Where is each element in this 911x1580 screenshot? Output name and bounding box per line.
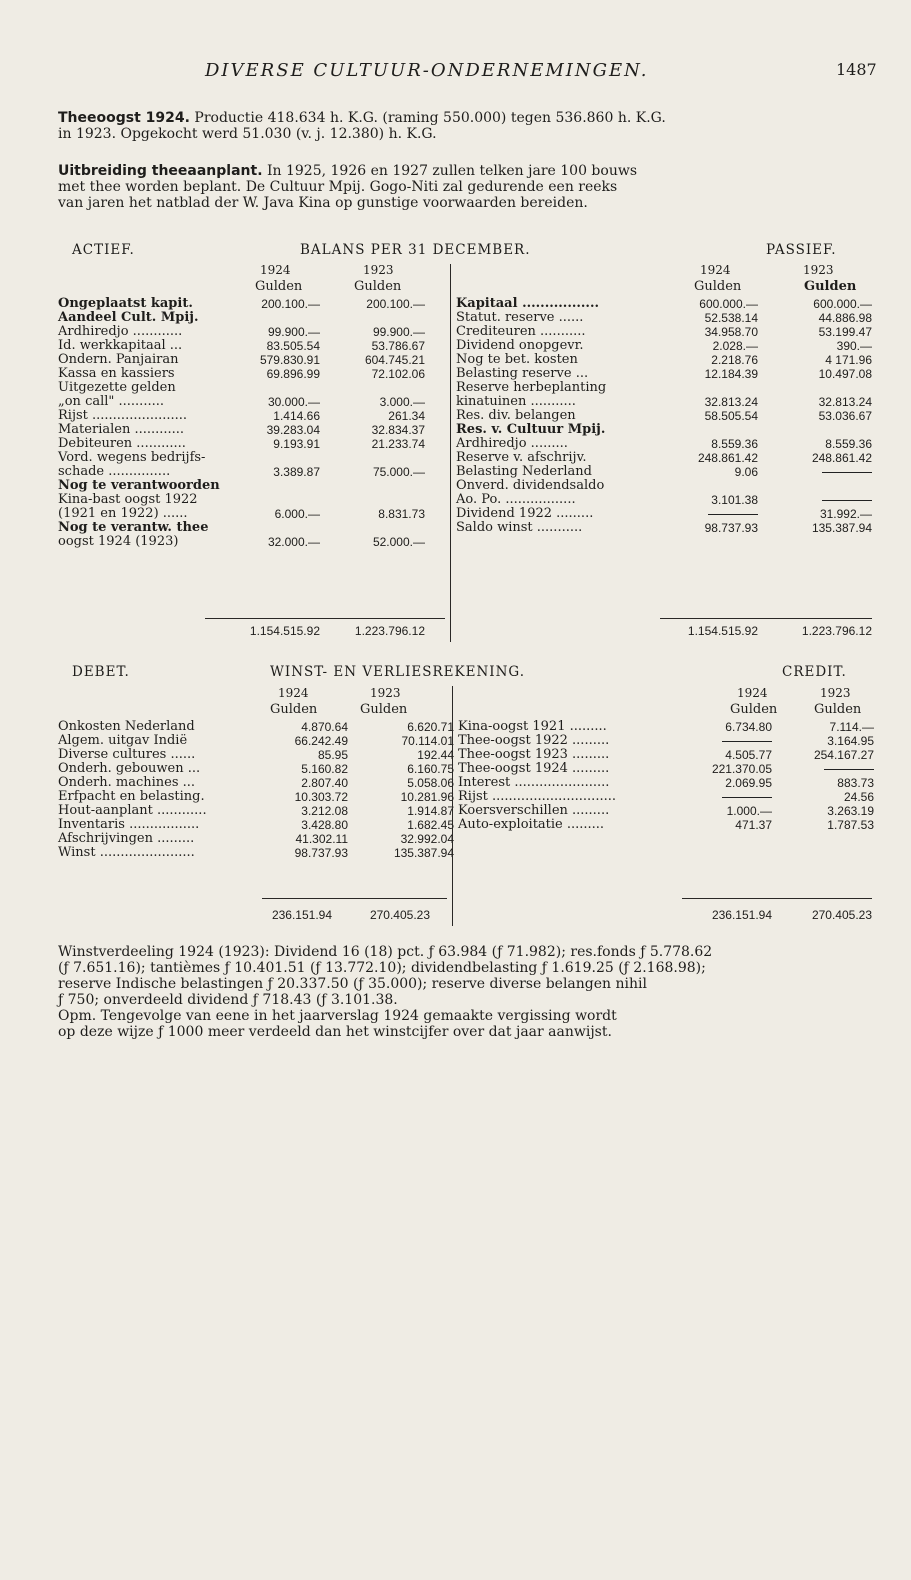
value-1923: 70.114.01: [401, 734, 454, 748]
dash-value: [656, 507, 758, 521]
value-1923: 135.387.94: [811, 521, 872, 535]
table-row: [58, 790, 454, 804]
actief-title: ACTIEF.: [72, 242, 135, 258]
row-label: Nog te verantwoorden: [58, 478, 220, 493]
value-1923: 99.900.—: [372, 325, 425, 339]
value-1924: 600.000.—: [699, 297, 758, 311]
value-1924: 66.242.49: [294, 734, 348, 748]
table-row: [458, 804, 874, 818]
value-1924: 3.101.38: [711, 493, 758, 507]
row-label: Nog te bet. kosten: [456, 352, 578, 367]
pl-center-rule: [452, 686, 453, 926]
row-label: oogst 1924 (1923): [58, 534, 179, 549]
balance-right-total-rule: [660, 618, 872, 619]
table-row: [456, 395, 872, 409]
row-label: Kapitaal .................: [456, 296, 600, 311]
debit-table: [58, 720, 454, 860]
dash-value: [678, 734, 772, 748]
table-row: [456, 353, 872, 367]
pl-left-unit1: Gulden: [270, 702, 318, 717]
table-row: [58, 804, 454, 818]
uitbreiding-label: Uitbreiding theeaanplant.: [58, 163, 263, 179]
row-label: Saldo winst ...........: [456, 520, 583, 535]
table-row: [58, 748, 454, 762]
table-row: [58, 818, 454, 832]
row-label: (1921 en 1922) ......: [58, 506, 188, 521]
value-1923: 53.786.67: [371, 339, 425, 353]
table-row: [58, 762, 454, 776]
table-row: [456, 437, 872, 451]
liabilities-table: [456, 297, 872, 535]
balance-center-rule: [450, 264, 451, 642]
table-row: [456, 521, 872, 535]
bal-right-unit1: Gulden: [694, 279, 742, 294]
value-1923: [320, 521, 425, 535]
value-1924: 2.069.95: [725, 776, 772, 790]
row-label: Ardhiredjo .........: [456, 436, 568, 451]
row-label: Belasting reserve ...: [456, 366, 589, 381]
value-1924: 34.958.70: [704, 325, 758, 339]
table-row: [58, 311, 425, 325]
table-row: [58, 535, 425, 549]
bal-left-year1: 1924: [260, 263, 291, 277]
value-1924: 1.000.—: [726, 804, 772, 818]
nil-dash: [708, 514, 758, 515]
value-1924: 10.303.72: [294, 790, 348, 804]
row-label: Rijst ..............................: [458, 789, 616, 804]
value-1923: 604.745.21: [364, 353, 425, 367]
value-1924: 39.283.04: [266, 423, 320, 437]
pl-left-year1: 1924: [278, 686, 309, 700]
value-1924: [236, 521, 320, 535]
value-1924: 99.900.—: [267, 325, 320, 339]
table-row: [58, 720, 454, 734]
nil-dash: [822, 500, 872, 501]
row-label: Onderh. machines ...: [58, 775, 196, 790]
value-1923: 390.—: [836, 339, 872, 353]
value-1923: 1.914.87: [407, 804, 454, 818]
row-label: Debiteuren ............: [58, 436, 186, 451]
value-1924: [656, 423, 758, 437]
value-1924: 2.028.—: [712, 339, 758, 353]
value-1924: [656, 479, 758, 493]
row-label: Rijst .......................: [58, 408, 188, 423]
table-row: [456, 339, 872, 353]
pl-right-total-1924: 236.151.94: [711, 908, 772, 922]
value-1924: [236, 311, 320, 325]
value-1924: 8.559.36: [711, 437, 758, 451]
table-row: [456, 311, 872, 325]
balance-left-total-1924: 1.154.515.92: [249, 624, 320, 638]
value-1923: 6.620.71: [407, 720, 454, 734]
row-label: Thee-oogst 1924 .........: [458, 761, 610, 776]
value-1924: 52.538.14: [704, 311, 758, 325]
nil-dash: [824, 769, 874, 770]
pl-right-unit2: Gulden: [814, 702, 862, 717]
value-1923: 32.813.24: [818, 395, 872, 409]
table-row: [58, 367, 425, 381]
value-1924: 221.370.05: [711, 762, 772, 776]
value-1923: [758, 381, 872, 395]
nil-dash: [722, 797, 772, 798]
row-label: Dividend onopgevr.: [456, 338, 584, 353]
footer-line-6: op deze wijze ƒ 1000 meer verdeeld dan het winstcijfer over dat jaar aanwijst.: [58, 1024, 612, 1040]
value-1924: 3.389.87: [273, 465, 320, 479]
value-1923: 135.387.94: [393, 846, 454, 860]
table-row: [456, 465, 872, 479]
value-1924: 200.100.—: [261, 297, 320, 311]
row-label: Reserve herbeplanting: [456, 380, 607, 395]
value-1923: 24.56: [843, 790, 874, 804]
value-1923: 883.73: [837, 776, 874, 790]
uitbreiding-line-1: In 1925, 1926 en 1927 zullen telken jare 100 bouws: [266, 163, 638, 179]
row-label: Thee-oogst 1923 .........: [458, 747, 610, 762]
value-1923: 3.263.19: [827, 804, 874, 818]
pl-left-unit2: Gulden: [360, 702, 408, 717]
credit-title: CREDIT.: [782, 664, 847, 680]
table-row: [58, 493, 425, 507]
table-row: [456, 367, 872, 381]
table-row: [458, 734, 874, 748]
balance-right-total-1924: 1.154.515.92: [687, 624, 758, 638]
dash-value: [678, 790, 772, 804]
balance-title: BALANS PER 31 DECEMBER.: [300, 242, 531, 258]
table-row: [456, 507, 872, 521]
table-row: [458, 748, 874, 762]
value-1924: [236, 479, 320, 493]
table-row: [58, 409, 425, 423]
row-label: Ao. Po. .................: [456, 492, 576, 507]
value-1923: 261.34: [388, 409, 425, 423]
value-1924: 69.896.99: [266, 367, 320, 381]
table-row: [456, 493, 872, 507]
value-1923: 192.44: [417, 748, 454, 762]
pl-right-unit1: Gulden: [730, 702, 778, 717]
footer-line-2: (ƒ 7.651.16); tantièmes ƒ 10.401.51 (ƒ 13.772.10); dividendbelasting ƒ 1.619.25 (ƒ 2.168.98);: [58, 960, 706, 976]
value-1924: 30.000.—: [267, 395, 320, 409]
value-1924: 4.505.77: [725, 748, 772, 762]
value-1924: 6.734.80: [725, 720, 772, 734]
value-1924: 12.184.39: [704, 367, 758, 381]
credit-table: [458, 720, 874, 832]
value-1923: 10.497.08: [818, 367, 872, 381]
row-label: Materialen ............: [58, 422, 185, 437]
footer-line-3: reserve Indische belastingen ƒ 20.337.50 (ƒ 35.000); reserve diverse belangen nihil: [58, 976, 647, 992]
assets-table: [58, 297, 425, 549]
table-row: [58, 479, 425, 493]
table-row: [456, 451, 872, 465]
table-row: [58, 395, 425, 409]
row-label: Aandeel Cult. Mpij.: [58, 310, 199, 325]
value-1923: 8.559.36: [825, 437, 872, 451]
uitbreiding-paragraph: [58, 163, 878, 211]
value-1924: [656, 381, 758, 395]
value-1923: 21.233.74: [371, 437, 425, 451]
running-header: DIVERSE CULTUUR-ONDERNEMINGEN.: [205, 60, 649, 81]
value-1923: 3.164.95: [827, 734, 874, 748]
uitbreiding-line-2: met thee worden beplant. De Cultuur Mpij. Gogo-Niti zal gedurende een reeks: [58, 179, 618, 195]
table-row: [456, 423, 872, 437]
value-1924: [236, 451, 320, 465]
table-row: [58, 465, 425, 479]
value-1924: 3.212.08: [301, 804, 348, 818]
bal-left-unit2: Gulden: [354, 279, 402, 294]
row-label: „on call" ...........: [58, 394, 164, 409]
value-1923: 32.834.37: [371, 423, 425, 437]
table-row: [458, 790, 874, 804]
debet-title: DEBET.: [72, 664, 130, 680]
pl-right-total-rule: [682, 898, 872, 899]
value-1923: [758, 479, 872, 493]
value-1923: 31.992.—: [819, 507, 872, 521]
row-label: Ardhiredjo ............: [58, 324, 183, 339]
nil-dash: [822, 472, 872, 473]
row-label: Algem. uitgav Indië: [58, 733, 188, 748]
row-label: Onderh. gebouwen ...: [58, 761, 201, 776]
row-label: Onverd. dividendsaldo: [456, 478, 605, 493]
theeoogst-line-2: in 1923. Opgekocht werd 51.030 (v. j. 12.380) h. K.G.: [58, 126, 437, 142]
row-label: Reserve v. afschrijv.: [456, 450, 587, 465]
row-label: schade ...............: [58, 464, 171, 479]
theeoogst-paragraph: [58, 110, 878, 142]
table-row: [458, 720, 874, 734]
value-1924: 58.505.54: [704, 409, 758, 423]
value-1924: [236, 381, 320, 395]
table-row: [58, 846, 454, 860]
table-row: [58, 297, 425, 311]
row-label: Statut. reserve ......: [456, 310, 584, 325]
pl-left-total-rule: [262, 898, 447, 899]
pl-right-year1: 1924: [737, 686, 768, 700]
value-1923: 7.114.—: [829, 720, 874, 734]
row-label: Diverse cultures ......: [58, 747, 196, 762]
table-row: [58, 451, 425, 465]
row-label: Id. werkkapitaal ...: [58, 338, 183, 353]
bal-left-unit1: Gulden: [255, 279, 303, 294]
pl-left-year2: 1923: [370, 686, 401, 700]
dash-value: [758, 465, 872, 479]
value-1923: 44.886.98: [818, 311, 872, 325]
table-row: [458, 762, 874, 776]
value-1923: 1.787.53: [827, 818, 874, 832]
row-label: Res. div. belangen: [456, 408, 576, 423]
value-1923: 600.000.—: [813, 297, 872, 311]
bal-right-unit2: Gulden: [804, 279, 857, 294]
row-label: Ongeplaatst kapit.: [58, 296, 193, 311]
pl-left-total-1923: 270.405.23: [369, 908, 430, 922]
footer-line-5: Opm. Tengevolge van eene in het jaarverslag 1924 gemaakte vergissing wordt: [58, 1008, 617, 1024]
value-1924: 32.000.—: [267, 535, 320, 549]
footer-line-4: ƒ 750; onverdeeld dividend ƒ 718.43 (ƒ 3.101.38.: [58, 992, 398, 1008]
table-row: [58, 339, 425, 353]
row-label: kinatuinen ...........: [456, 394, 576, 409]
row-label: Kina-oogst 1921 .........: [458, 719, 607, 734]
value-1923: 200.100.—: [366, 297, 425, 311]
value-1923: [320, 381, 425, 395]
value-1923: 10.281.96: [400, 790, 454, 804]
table-row: [58, 353, 425, 367]
row-label: Afschrijvingen .........: [58, 831, 195, 846]
footer-line-1: Winstverdeeling 1924 (1923): Dividend 16 (18) pct. ƒ 63.984 (ƒ 71.982); res.fonds ƒ 5.778.62: [58, 944, 713, 960]
table-row: [58, 381, 425, 395]
row-label: Erfpacht en belasting.: [58, 789, 205, 804]
row-label: Res. v. Cultuur Mpij.: [456, 422, 606, 437]
row-label: Onkosten Nederland: [58, 719, 195, 734]
table-row: [58, 507, 425, 521]
value-1924: [236, 493, 320, 507]
table-row: [456, 479, 872, 493]
value-1924: 98.737.93: [704, 521, 758, 535]
value-1923: 248.861.42: [811, 451, 872, 465]
row-label: Thee-oogst 1922 .........: [458, 733, 610, 748]
row-label: Inventaris .................: [58, 817, 200, 832]
table-row: [456, 325, 872, 339]
table-row: [458, 776, 874, 790]
balance-left-total-1923: 1.223.796.12: [354, 624, 425, 638]
value-1924: 5.160.82: [301, 762, 348, 776]
row-label: Kassa en kassiers: [58, 366, 175, 381]
value-1924: 9.06: [734, 465, 758, 479]
value-1923: 53.199.47: [818, 325, 872, 339]
value-1924: 41.302.11: [295, 832, 348, 846]
bal-right-year2: 1923: [803, 263, 834, 277]
value-1924: 6.000.—: [274, 507, 320, 521]
value-1924: 9.193.91: [273, 437, 320, 451]
value-1923: 4 171.96: [825, 353, 872, 367]
row-label: Crediteuren ...........: [456, 324, 586, 339]
table-row: [58, 832, 454, 846]
passief-title: PASSIEF.: [766, 242, 837, 258]
row-label: Auto-exploitatie .........: [458, 817, 605, 832]
value-1924: 579.830.91: [259, 353, 320, 367]
dash-value: [772, 762, 874, 776]
dash-value: [758, 493, 872, 507]
row-label: Dividend 1922 .........: [456, 506, 594, 521]
pl-left-total-1924: 236.151.94: [271, 908, 332, 922]
uitbreiding-line-3: van jaren het natblad der W. Java Kina op gunstige voorwaarden bereiden.: [58, 195, 588, 211]
nil-dash: [722, 741, 772, 742]
value-1924: 83.505.54: [266, 339, 320, 353]
table-row: [458, 818, 874, 832]
row-label: Uitgezette gelden: [58, 380, 176, 395]
row-label: Nog te verantw. thee: [58, 520, 209, 535]
value-1923: 254.167.27: [813, 748, 874, 762]
page-number: 1487: [836, 60, 877, 79]
value-1923: 53.036.67: [818, 409, 872, 423]
pl-title: WINST- EN VERLIESREKENING.: [270, 664, 526, 680]
pl-right-year2: 1923: [820, 686, 851, 700]
value-1923: 5.058.06: [407, 776, 454, 790]
row-label: Winst .......................: [58, 845, 195, 860]
value-1924: 1.414.66: [273, 409, 320, 423]
table-row: [456, 381, 872, 395]
row-label: Hout-aanplant ............: [58, 803, 207, 818]
value-1923: [758, 423, 872, 437]
winstverdeeling-paragraph: [58, 944, 878, 1040]
theeoogst-line-1: Productie 418.634 h. K.G. (raming 550.000) tegen 536.860 h. K.G.: [194, 110, 666, 126]
row-label: Koersverschillen .........: [458, 803, 610, 818]
bal-left-year2: 1923: [363, 263, 394, 277]
value-1923: 32.992.04: [400, 832, 454, 846]
row-label: Kina-bast oogst 1922: [58, 492, 198, 507]
balance-left-total-rule: [205, 618, 445, 619]
row-label: Ondern. Panjairan: [58, 352, 179, 367]
table-row: [58, 423, 425, 437]
value-1924: 32.813.24: [704, 395, 758, 409]
table-row: [456, 409, 872, 423]
value-1923: 72.102.06: [371, 367, 425, 381]
table-row: [58, 325, 425, 339]
value-1923: [320, 479, 425, 493]
value-1924: 4.870.64: [301, 720, 348, 734]
value-1924: 3.428.80: [301, 818, 348, 832]
bal-right-year1: 1924: [700, 263, 731, 277]
row-label: Vord. wegens bedrijfs-: [58, 450, 206, 465]
value-1923: 52.000.—: [372, 535, 425, 549]
value-1924: 2.218.76: [711, 353, 758, 367]
pl-right-total-1923: 270.405.23: [811, 908, 872, 922]
row-label: Belasting Nederland: [456, 464, 592, 479]
table-row: [456, 297, 872, 311]
table-row: [58, 776, 454, 790]
value-1923: 1.682.45: [407, 818, 454, 832]
table-row: [58, 521, 425, 535]
value-1924: 98.737.93: [294, 846, 348, 860]
table-row: [58, 734, 454, 748]
value-1923: 3.000.—: [379, 395, 425, 409]
table-row: [58, 437, 425, 451]
value-1924: 248.861.42: [697, 451, 758, 465]
value-1924: 85.95: [317, 748, 348, 762]
value-1923: 6.160.75: [407, 762, 454, 776]
balance-right-total-1923: 1.223.796.12: [801, 624, 872, 638]
value-1923: 75.000.—: [372, 465, 425, 479]
value-1924: 471.37: [735, 818, 772, 832]
value-1923: 8.831.73: [378, 507, 425, 521]
row-label: Interest .......................: [458, 775, 610, 790]
value-1923: [320, 493, 425, 507]
value-1924: 2.807.40: [301, 776, 348, 790]
value-1923: [320, 451, 425, 465]
theeoogst-label: Theeoogst 1924.: [58, 110, 190, 126]
value-1923: [320, 311, 425, 325]
